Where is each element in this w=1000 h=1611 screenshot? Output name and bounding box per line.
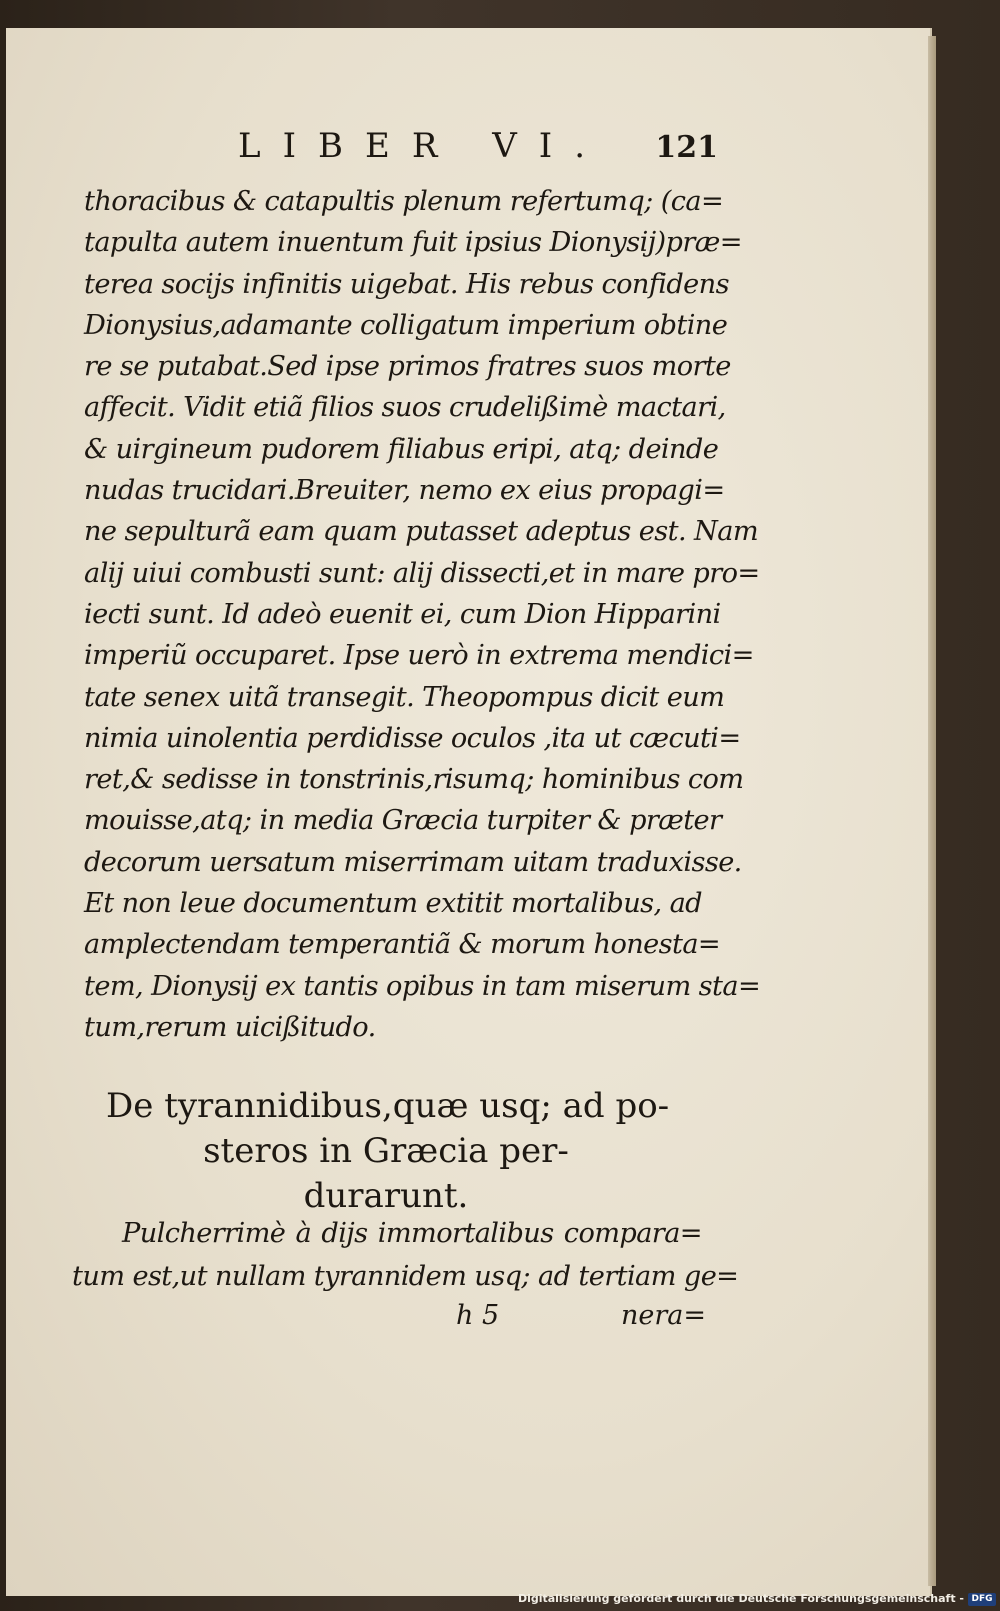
- section-heading: [106, 1084, 670, 1219]
- heading-line: De tyrannidibus,quæ usq; ad po-: [106, 1086, 670, 1126]
- page-footer: [446, 1300, 706, 1340]
- body-paragraph: [84, 181, 761, 1048]
- text-line: amplectendam temperantiã & morum honesta=: [84, 929, 721, 961]
- text-line: tum est,ut nullam tyrannidem usq; ad tertiam ge=: [72, 1261, 739, 1292]
- book-page: [6, 28, 932, 1596]
- heading-line: steros in Græcia per-: [203, 1131, 569, 1171]
- text-line: terea socijs infinitis uigebat. His rebus confidens: [84, 268, 729, 300]
- second-paragraph: [72, 1212, 739, 1298]
- text-line: nudas trucidari.Breuiter, nemo ex eius propagi=: [84, 475, 725, 507]
- text-line: tum,rerum uicißitudo.: [84, 1011, 376, 1043]
- page-header: [238, 126, 718, 176]
- page-edge: [928, 36, 936, 1586]
- text-line: alij uiui combusti sunt: alij dissecti,et in mare pro=: [84, 557, 760, 589]
- running-head: LIBER VI.: [238, 126, 608, 166]
- text-line: iecti sunt. Id adeò euenit ei, cum Dion Hipparini: [84, 598, 721, 630]
- heading-line: durarunt.: [303, 1176, 469, 1216]
- text-line: ret,& sedisse in tonstrinis,risumq; hominibus com: [84, 764, 744, 796]
- text-line: decorum uersatum miserrimam uitam traduxisse.: [84, 846, 742, 878]
- dfg-logo-icon: DFG: [968, 1593, 996, 1606]
- text-line: re se putabat.Sed ipse primos fratres suos morte: [84, 351, 731, 383]
- text-line: thoracibus & catapultis plenum refertumq; (ca=: [84, 186, 724, 217]
- text-line: mouisse,atq; in media Græcia turpiter & præter: [84, 805, 722, 837]
- text-line: tate senex uitã transegit. Theopompus dicit eum: [84, 681, 725, 713]
- text-line: tem, Dionysij ex tantis opibus in tam miserum sta=: [84, 970, 761, 1002]
- text-line: Pulcherrimè à dijs immortalibus compara=: [122, 1218, 702, 1249]
- page-number: 121: [655, 130, 718, 165]
- catchword: nera=: [621, 1300, 706, 1331]
- text-line: & uirgineum pudorem filiabus eripi, atq; deinde: [84, 433, 719, 465]
- text-line: nimia uinolentia perdidisse oculos ,ita ut cæcuti=: [84, 722, 741, 754]
- text-line: Et non leue documentum extitit mortalibus, ad: [84, 888, 702, 920]
- signature-mark: h 5: [456, 1300, 500, 1331]
- text-line: tapulta autem inuentum fuit ipsius Dionysij)præ=: [84, 227, 742, 259]
- text-line: Dionysius,adamante colligatum imperium obtine: [84, 309, 728, 341]
- text-line: affecit. Vidit etiã filios suos crudelißimè mactari,: [84, 392, 726, 424]
- digitization-credit: Digitalisierung gefördert durch die Deutsche Forschungsgemeinschaft -: [517, 1592, 964, 1605]
- text-line: ne sepulturã eam quam putasset adeptus est. Nam: [84, 516, 759, 548]
- text-line: imperiũ occuparet. Ipse uerò in extrema mendici=: [84, 640, 754, 672]
